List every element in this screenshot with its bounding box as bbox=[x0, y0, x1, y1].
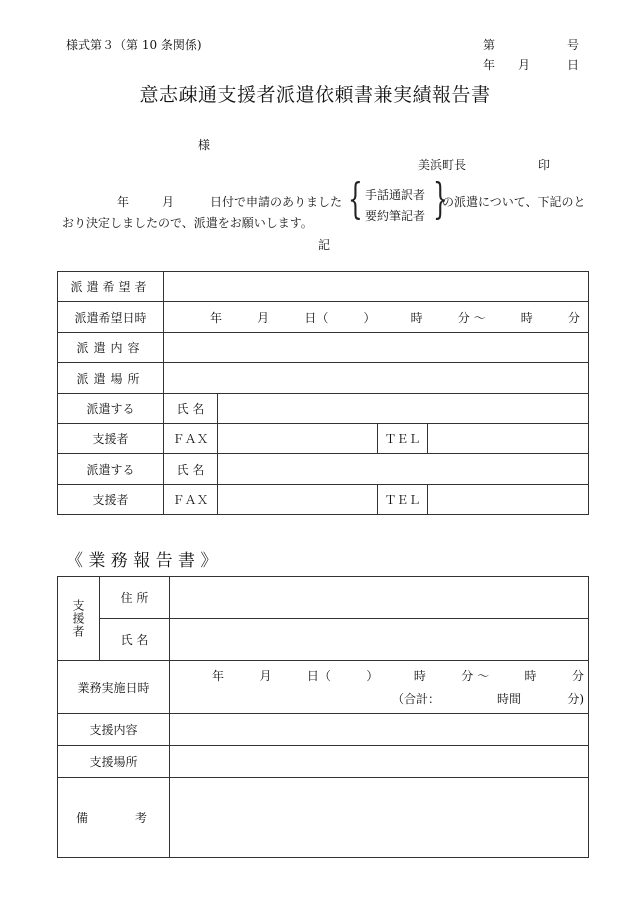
report-place-label: 支援場所 bbox=[58, 746, 170, 778]
rdt-start-minute: 分 ～ bbox=[461, 669, 490, 683]
addressee-suffix: 様 bbox=[198, 138, 211, 152]
dt-year: 年 bbox=[210, 310, 223, 325]
seal-mark: 印 bbox=[538, 158, 551, 172]
supporter1-fax-field[interactable] bbox=[218, 424, 378, 454]
supporter-vertical-label bbox=[58, 577, 100, 661]
report-place-field[interactable] bbox=[170, 746, 589, 778]
dt-weekday-close: ） bbox=[363, 310, 376, 325]
report-datetime-label: 業務実施日時 bbox=[58, 661, 170, 714]
place-label: 派遣場所 bbox=[58, 363, 164, 394]
rdt-month: 月 bbox=[259, 669, 272, 683]
datetime-label: 派遣希望日時 bbox=[58, 302, 164, 333]
left-brace: { bbox=[348, 174, 363, 223]
document-number-go: 号 bbox=[567, 38, 580, 52]
supporter1-fax-label: ＦＡＸ bbox=[164, 424, 218, 454]
rdt-end-hour: 時 bbox=[524, 669, 537, 683]
applicant-field[interactable] bbox=[164, 272, 589, 302]
rdt-year: 年 bbox=[212, 669, 225, 683]
report-table bbox=[57, 576, 589, 858]
report-name-field[interactable] bbox=[170, 619, 589, 661]
supporter1-name-field[interactable] bbox=[218, 394, 589, 424]
report-content-field[interactable] bbox=[170, 714, 589, 746]
option-summary-writer: 要約筆記者 bbox=[365, 209, 426, 223]
remarks-label-kou: 考 bbox=[134, 811, 147, 825]
applicant-label: 派遣希望者 bbox=[58, 272, 164, 302]
issuer-name: 美浜町長 bbox=[418, 158, 467, 172]
report-section-title: 《 業 務 報 告 書 》 bbox=[66, 551, 218, 571]
rdt-start-hour: 時 bbox=[413, 669, 426, 683]
date-month-label: 月 bbox=[518, 58, 531, 72]
body-after-options: の派遣について、下記のと bbox=[442, 195, 586, 209]
supporter2-fax-label: ＦＡＸ bbox=[164, 485, 218, 515]
form-number-label: 様式第３（第 10 条関係) bbox=[66, 38, 202, 52]
supporter1-name-label: 氏 名 bbox=[164, 394, 218, 424]
document-number-dai: 第 bbox=[483, 38, 496, 52]
dt-day: 日（ bbox=[304, 310, 329, 325]
report-content-label: 支援内容 bbox=[58, 714, 170, 746]
rdt-weekday-close: ） bbox=[366, 669, 379, 683]
supporter2-label-bottom: 支援者 bbox=[58, 485, 164, 515]
content-field[interactable] bbox=[164, 333, 589, 363]
report-address-field[interactable] bbox=[170, 577, 589, 619]
rdt-end-minute: 分 bbox=[571, 669, 584, 683]
supporter1-tel-field[interactable] bbox=[428, 424, 589, 454]
total-hours-label: 時間 bbox=[497, 692, 522, 706]
total-open-label: （合計： bbox=[392, 692, 441, 706]
dt-end-minute: 分 bbox=[567, 310, 580, 325]
ki-label: 記 bbox=[318, 238, 331, 252]
supporter1-tel-label: ＴＥＬ bbox=[378, 424, 428, 454]
supporter2-tel-label: ＴＥＬ bbox=[378, 485, 428, 515]
supporter2-name-label: 氏 名 bbox=[164, 454, 218, 485]
document-title: 意志疎通支援者派遣依頼書兼実績報告書 bbox=[139, 84, 491, 106]
supporter2-fax-field[interactable] bbox=[218, 485, 378, 515]
report-address-label: 住 所 bbox=[100, 577, 170, 619]
supporter2-label-top: 派遣する bbox=[58, 454, 164, 485]
body-month: 月 bbox=[162, 195, 175, 209]
dt-month: 月 bbox=[257, 310, 270, 325]
supporter1-label-bottom: 支援者 bbox=[58, 424, 164, 454]
remarks-field[interactable] bbox=[170, 778, 589, 858]
option-sign-interpreter: 手話通訳者 bbox=[365, 188, 426, 202]
total-minutes-label: 分) bbox=[567, 692, 584, 706]
remarks-label-cell bbox=[58, 778, 170, 858]
place-field[interactable] bbox=[164, 363, 589, 394]
request-table bbox=[57, 271, 589, 515]
remarks-label-bi: 備 bbox=[76, 811, 89, 825]
supporter-vertical-text: 支援者 bbox=[71, 599, 85, 638]
date-day-label: 日 bbox=[567, 58, 580, 72]
supporter1-label-top: 派遣する bbox=[58, 394, 164, 424]
supporter2-tel-field[interactable] bbox=[428, 485, 589, 515]
report-datetime-field[interactable] bbox=[170, 661, 589, 714]
datetime-field[interactable] bbox=[164, 302, 589, 333]
dt-start-hour: 時 bbox=[410, 310, 423, 325]
dt-end-hour: 時 bbox=[520, 310, 533, 325]
body-year: 年 bbox=[117, 195, 130, 209]
report-name-label: 氏 名 bbox=[100, 619, 170, 661]
body-day-text: 日付で申請のありました bbox=[210, 195, 343, 209]
date-year-label: 年 bbox=[483, 58, 496, 72]
dt-start-minute: 分 ～ bbox=[457, 310, 486, 325]
right-brace: } bbox=[433, 174, 448, 223]
content-label: 派遣内容 bbox=[58, 333, 164, 363]
supporter2-name-field[interactable] bbox=[218, 454, 589, 485]
rdt-day: 日（ bbox=[306, 669, 331, 683]
body-line-2: おり決定しましたので、派遣をお願いします。 bbox=[62, 216, 313, 230]
